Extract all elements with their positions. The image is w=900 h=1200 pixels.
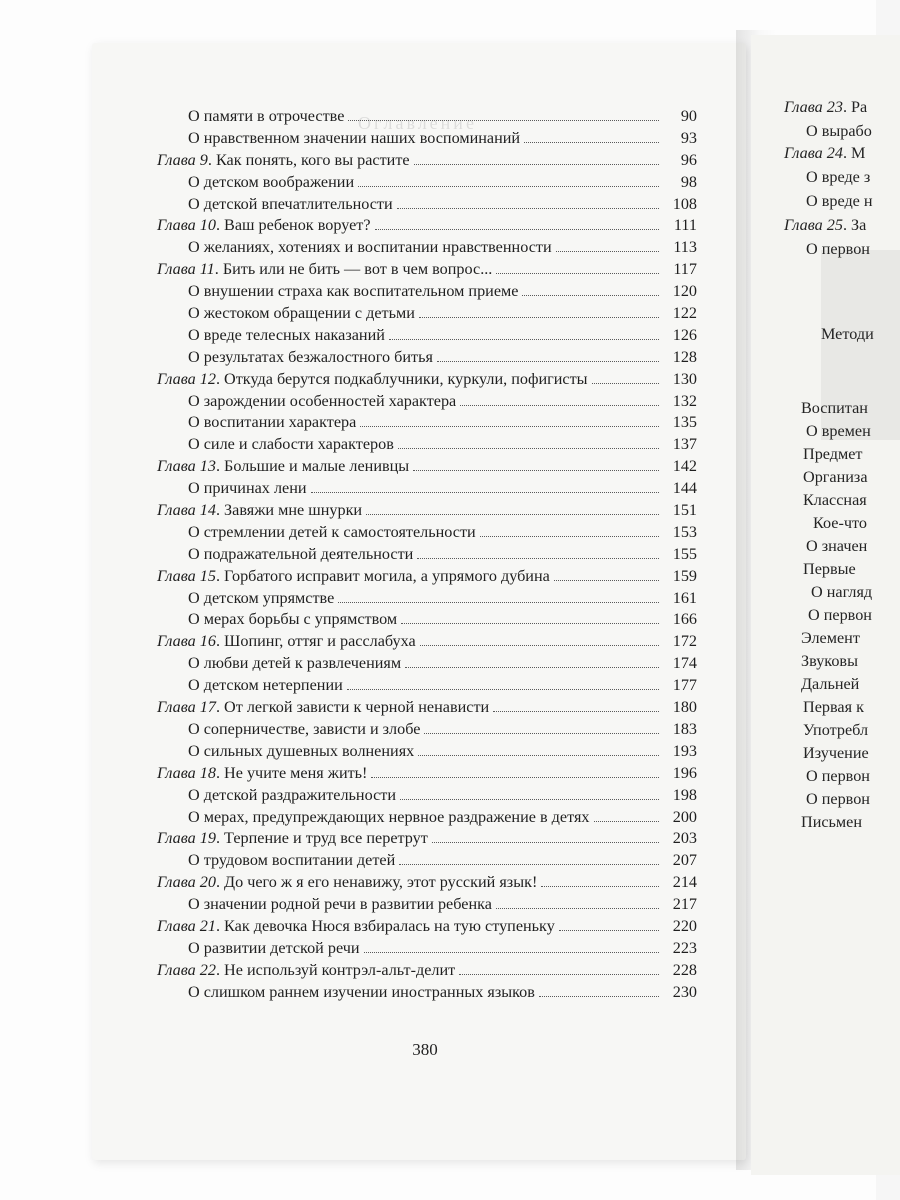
toc-chapter-label: Глава 11 bbox=[157, 260, 215, 279]
right-page-chapter-line bbox=[784, 98, 867, 117]
toc-dot-leader bbox=[397, 208, 659, 209]
right-page-heading: Методи bbox=[821, 325, 874, 343]
toc-chapter-label: Глава 19 bbox=[157, 829, 216, 848]
toc-section-title: О мерах, предупреждающих нервное раздражение в детях bbox=[188, 807, 590, 826]
toc-chapter-row bbox=[157, 961, 697, 983]
toc-chapter-label: Глава 17 bbox=[157, 698, 216, 717]
toc-dot-leader bbox=[360, 426, 659, 427]
toc-dot-leader bbox=[418, 755, 659, 756]
right-page-line: Дальней bbox=[801, 675, 860, 693]
toc-page-number: 153 bbox=[672, 522, 697, 541]
toc-dot-leader bbox=[400, 799, 659, 800]
toc-section-title: О значении родной речи в развитии ребенка bbox=[188, 895, 492, 914]
toc-dot-leader bbox=[405, 667, 659, 668]
toc-chapter-title bbox=[157, 961, 455, 980]
toc-page-number: 159 bbox=[672, 566, 697, 585]
toc-section-row bbox=[157, 348, 697, 370]
toc-page-number: 172 bbox=[672, 632, 697, 651]
right-page-line: Воспитан bbox=[801, 399, 868, 417]
toc-chapter-title bbox=[157, 698, 489, 717]
toc-dot-leader bbox=[480, 536, 659, 537]
right-page-chapter-rest: . Ра bbox=[842, 98, 868, 116]
toc-chapter-name: Как понять, кого вы растите bbox=[215, 150, 410, 169]
toc-chapter-name: Не используй контрэл-альт-делит bbox=[224, 960, 456, 979]
toc-section-title: О вреде телесных наказаний bbox=[188, 325, 385, 344]
toc-page-number: 196 bbox=[672, 763, 697, 782]
toc-chapter-row bbox=[157, 260, 697, 282]
toc-dot-leader bbox=[364, 952, 659, 953]
toc-dot-leader bbox=[594, 821, 660, 822]
toc-chapter-row bbox=[157, 501, 697, 523]
toc-chapter-name: Большие и малые ленивцы bbox=[224, 457, 410, 476]
toc-page-number: 220 bbox=[672, 916, 697, 935]
right-page-chapter-rest: . За bbox=[842, 216, 867, 234]
toc-chapter-row bbox=[157, 567, 697, 589]
toc-page-number: 155 bbox=[672, 544, 697, 563]
toc-section-row bbox=[157, 939, 697, 961]
toc-chapter-name: Терпение и труд все перетрут bbox=[224, 829, 428, 848]
toc-chapter-label: Глава 15 bbox=[157, 566, 216, 585]
toc-chapter-name: Как девочка Нюся взбиралась на тую ступеньку bbox=[224, 916, 555, 935]
toc-section-row bbox=[157, 129, 697, 151]
toc-chapter-label: Глава 18 bbox=[157, 763, 216, 782]
toc-chapter-separator: . bbox=[215, 829, 225, 848]
toc-dot-leader bbox=[371, 777, 659, 778]
toc-page-number: 98 bbox=[680, 172, 697, 191]
toc-dot-leader bbox=[559, 930, 659, 931]
toc-section-row bbox=[157, 392, 697, 414]
toc-chapter-name: Откуда берутся подкаблучники, куркули, пофигисты bbox=[224, 369, 588, 388]
toc-page-number: 137 bbox=[672, 435, 697, 454]
toc-page-number: 228 bbox=[672, 960, 697, 979]
toc-chapter-name: Горбатого исправит могила, а упрямого дубина bbox=[224, 566, 550, 585]
right-page-chapter-rest: . М bbox=[842, 144, 866, 162]
toc-page-number: 207 bbox=[672, 851, 697, 870]
toc-section-row bbox=[157, 895, 697, 917]
right-page-line: Первые bbox=[803, 560, 856, 578]
toc-chapter-label: Глава 21 bbox=[157, 916, 216, 935]
toc-section-title: О желаниях, хотениях и воспитании нравственности bbox=[188, 238, 552, 257]
right-page-chapter-label: Глава 23 bbox=[784, 98, 843, 116]
toc-dot-leader bbox=[539, 996, 659, 997]
toc-chapter-label: Глава 20 bbox=[157, 873, 216, 892]
toc-page-number: 120 bbox=[672, 282, 697, 301]
right-page-line: О вырабо bbox=[806, 122, 872, 140]
right-page-line: Организа bbox=[803, 468, 868, 486]
toc-dot-leader bbox=[420, 645, 659, 646]
toc-dot-leader bbox=[311, 492, 659, 493]
toc-page-number: 117 bbox=[673, 260, 697, 279]
toc-dot-leader bbox=[389, 339, 659, 340]
toc-dot-leader bbox=[437, 361, 659, 362]
bleed-through-heading: Оглавление bbox=[358, 113, 477, 133]
toc-chapter-separator: . bbox=[215, 632, 225, 651]
toc-chapter-name: Завяжи мне шнурки bbox=[224, 501, 363, 520]
toc-page-number: 198 bbox=[672, 785, 697, 804]
right-page-chapter-line bbox=[784, 216, 866, 235]
toc-section-row bbox=[157, 238, 697, 260]
toc-dot-leader bbox=[375, 229, 659, 230]
toc-section-title: О слишком раннем изучении иностранных языков bbox=[188, 982, 535, 1001]
toc-dot-leader bbox=[496, 908, 659, 909]
toc-chapter-title bbox=[157, 260, 492, 279]
toc-page-number: 203 bbox=[672, 829, 697, 848]
toc-dot-leader bbox=[493, 711, 659, 712]
toc-chapter-label: Глава 16 bbox=[157, 632, 216, 651]
toc-chapter-separator: . bbox=[215, 916, 225, 935]
toc-chapter-title bbox=[157, 632, 416, 651]
toc-page-number: 180 bbox=[672, 698, 697, 717]
toc-chapter-title bbox=[157, 370, 588, 389]
toc-chapter-separator: . bbox=[215, 873, 225, 892]
toc-section-title: О подражательной деятельности bbox=[188, 544, 414, 563]
toc-dot-leader bbox=[432, 842, 659, 843]
toc-page-number: 200 bbox=[672, 807, 697, 826]
toc-dot-leader bbox=[541, 886, 659, 887]
toc-chapter-title bbox=[157, 567, 550, 586]
right-page-line: Изучение bbox=[803, 744, 869, 762]
right-page-line: О первон bbox=[806, 790, 870, 808]
right-page-faded-notes bbox=[791, 855, 900, 1095]
toc-section-row bbox=[157, 282, 697, 304]
toc-page-number: 135 bbox=[672, 413, 697, 432]
toc-section-title: О воспитании характера bbox=[188, 413, 357, 432]
toc-section-row bbox=[157, 195, 697, 217]
toc-chapter-name: До чего ж я его ненавижу, этот русский язык! bbox=[224, 873, 538, 892]
toc-chapter-label: Глава 14 bbox=[157, 501, 216, 520]
toc-section-row bbox=[157, 851, 697, 873]
right-page-line: Письмен bbox=[801, 813, 863, 831]
toc-chapter-title bbox=[157, 501, 362, 520]
toc-page-number: 223 bbox=[672, 938, 697, 957]
right-page-line: Кое-что bbox=[813, 514, 867, 532]
toc-chapter-label: Глава 22 bbox=[157, 960, 216, 979]
right-page-chapter-line bbox=[784, 144, 865, 163]
right-page-line: Предмет bbox=[803, 445, 863, 463]
toc-section-row bbox=[157, 983, 697, 1005]
toc-section-title: О сильных душевных волнениях bbox=[188, 741, 415, 760]
toc-dot-leader bbox=[524, 142, 659, 143]
toc-chapter-row bbox=[157, 151, 697, 173]
toc-section-title: О зарождении особенностей характера bbox=[188, 391, 457, 410]
toc-section-row bbox=[157, 435, 697, 457]
toc-section-title: О любви детей к развлечениям bbox=[188, 654, 402, 673]
right-page-line: Классная bbox=[803, 491, 867, 509]
toc-chapter-separator: . bbox=[207, 150, 216, 169]
toc-chapter-row bbox=[157, 216, 697, 238]
toc-dot-leader bbox=[413, 470, 659, 471]
toc-dot-leader bbox=[424, 733, 659, 734]
toc-dot-leader bbox=[398, 448, 659, 449]
toc-dot-leader bbox=[592, 383, 659, 384]
toc-chapter-name: Бить или не бить — вот в чем вопрос... bbox=[222, 260, 493, 279]
toc-page-number: 96 bbox=[680, 150, 697, 169]
toc-section-title: О соперничестве, зависти и злобе bbox=[188, 719, 421, 738]
toc-page-number: 126 bbox=[672, 325, 697, 344]
toc-section-title: О детском нетерпении bbox=[188, 676, 343, 695]
toc-section-title: О результатах безжалостного битья bbox=[188, 347, 433, 366]
toc-section-title: О развитии детской речи bbox=[188, 938, 360, 957]
toc-page-number: 122 bbox=[672, 304, 697, 323]
toc-section-row bbox=[157, 107, 697, 129]
toc-section-title: О детской впечатлительности bbox=[188, 194, 393, 213]
toc-page-number: 111 bbox=[673, 216, 697, 235]
right-page-line: О значен bbox=[806, 537, 868, 555]
toc-dot-leader bbox=[348, 120, 659, 121]
toc-chapter-row bbox=[157, 370, 697, 392]
toc-chapter-row bbox=[157, 764, 697, 786]
toc-section-row bbox=[157, 589, 697, 611]
table-of-contents bbox=[157, 107, 697, 1005]
toc-section-row bbox=[157, 326, 697, 348]
right-page-line: О первон bbox=[806, 767, 870, 785]
toc-section-title: О мерах борьбы с упрямством bbox=[188, 610, 398, 629]
toc-chapter-separator: . bbox=[215, 566, 225, 585]
toc-page-number: 166 bbox=[672, 610, 697, 629]
toc-page-number: 93 bbox=[680, 128, 697, 147]
toc-chapter-title bbox=[157, 216, 371, 235]
toc-chapter-separator: . bbox=[215, 457, 225, 476]
toc-dot-leader bbox=[399, 864, 659, 865]
toc-section-row bbox=[157, 786, 697, 808]
toc-chapter-title bbox=[157, 151, 410, 170]
toc-page-number: 130 bbox=[672, 369, 697, 388]
toc-dot-leader bbox=[556, 251, 659, 252]
right-page-line: О нагляд bbox=[811, 583, 873, 601]
right-page-line: Употребл bbox=[803, 721, 869, 739]
toc-section-row bbox=[157, 413, 697, 435]
toc-dot-leader bbox=[496, 273, 659, 274]
toc-dot-leader bbox=[554, 580, 659, 581]
toc-chapter-row bbox=[157, 698, 697, 720]
toc-dot-leader bbox=[417, 558, 659, 559]
toc-chapter-title bbox=[157, 917, 555, 936]
toc-chapter-label: Глава 12 bbox=[157, 369, 216, 388]
toc-page-number: 217 bbox=[672, 895, 697, 914]
toc-chapter-separator: . bbox=[215, 960, 225, 979]
toc-section-row bbox=[157, 479, 697, 501]
toc-page-number: 128 bbox=[672, 347, 697, 366]
toc-chapter-name: Не учите меня жить! bbox=[224, 763, 368, 782]
toc-section-row bbox=[157, 523, 697, 545]
right-page bbox=[751, 35, 900, 1175]
toc-dot-leader bbox=[401, 623, 659, 624]
toc-dot-leader bbox=[459, 974, 659, 975]
toc-section-row bbox=[157, 808, 697, 830]
right-page-line: О вреде н bbox=[806, 192, 873, 210]
toc-chapter-title bbox=[157, 873, 537, 892]
toc-section-title: О стремлении детей к самостоятельности bbox=[188, 522, 476, 541]
toc-dot-leader bbox=[347, 689, 659, 690]
toc-section-title: О жестоком обращении с детьми bbox=[188, 304, 415, 323]
toc-chapter-title bbox=[157, 764, 367, 783]
right-page-line: Звуковы bbox=[801, 652, 858, 670]
right-page-line: Элемент bbox=[801, 629, 860, 647]
toc-dot-leader bbox=[522, 295, 659, 296]
toc-chapter-row bbox=[157, 873, 697, 895]
right-page-line: О первон bbox=[806, 240, 870, 258]
toc-section-title: О детском упрямстве bbox=[188, 588, 335, 607]
toc-chapter-separator: . bbox=[215, 216, 225, 235]
toc-section-title: О детской раздражительности bbox=[188, 785, 397, 804]
toc-dot-leader bbox=[358, 186, 659, 187]
toc-page-number: 193 bbox=[672, 741, 697, 760]
toc-dot-leader bbox=[366, 514, 659, 515]
toc-chapter-name: От легкой зависти к черной ненависти bbox=[224, 698, 490, 717]
toc-section-title: О памяти в отрочестве bbox=[188, 107, 345, 125]
toc-chapter-title bbox=[157, 457, 409, 476]
toc-page-number: 90 bbox=[680, 107, 697, 125]
toc-page-number: 132 bbox=[672, 391, 697, 410]
toc-section-row bbox=[157, 720, 697, 742]
toc-section-row bbox=[157, 742, 697, 764]
toc-chapter-separator: . bbox=[215, 501, 225, 520]
toc-chapter-label: Глава 9 bbox=[157, 150, 208, 169]
toc-page-number: 144 bbox=[672, 479, 697, 498]
toc-section-row bbox=[157, 654, 697, 676]
toc-section-title: О внушении страха как воспитательном приеме bbox=[188, 282, 519, 301]
page-number: 380 bbox=[412, 1040, 438, 1059]
toc-chapter-row bbox=[157, 829, 697, 851]
toc-page-number: 151 bbox=[672, 501, 697, 520]
toc-chapter-row bbox=[157, 457, 697, 479]
toc-section-title: О нравственном значении наших воспоминаний bbox=[188, 128, 521, 147]
right-page-chapter-label: Глава 25 bbox=[784, 216, 843, 234]
toc-chapter-separator: . bbox=[215, 369, 225, 388]
toc-page-number: 177 bbox=[672, 676, 697, 695]
toc-chapter-row bbox=[157, 917, 697, 939]
toc-section-row bbox=[157, 610, 697, 632]
toc-section-row bbox=[157, 676, 697, 698]
toc-section-row bbox=[157, 545, 697, 567]
toc-dot-leader bbox=[419, 317, 659, 318]
right-page-line: О времен bbox=[806, 422, 871, 440]
toc-page-number: 214 bbox=[672, 873, 697, 892]
toc-page-number: 142 bbox=[672, 457, 697, 476]
toc-page-number: 230 bbox=[672, 982, 697, 1001]
toc-page-number: 183 bbox=[672, 719, 697, 738]
toc-section-row bbox=[157, 173, 697, 195]
toc-chapter-label: Глава 10 bbox=[157, 216, 216, 235]
toc-dot-leader bbox=[414, 164, 659, 165]
toc-page-number: 108 bbox=[672, 194, 697, 213]
toc-chapter-separator: . bbox=[215, 763, 225, 782]
toc-chapter-name: Ваш ребенок ворует? bbox=[224, 216, 371, 235]
toc-page-number: 174 bbox=[672, 654, 697, 673]
right-page-line: О первон bbox=[808, 606, 872, 624]
right-page-line: Первая к bbox=[803, 698, 864, 716]
toc-page-number: 113 bbox=[673, 238, 697, 257]
toc-dot-leader bbox=[338, 602, 659, 603]
toc-dot-leader bbox=[460, 405, 659, 406]
toc-section-title: О детском воображении bbox=[188, 172, 355, 191]
toc-chapter-separator: . bbox=[214, 260, 223, 279]
toc-section-title: О силе и слабости характеров bbox=[188, 435, 394, 454]
toc-section-title: О причинах лени bbox=[188, 479, 307, 498]
toc-chapter-name: Шопинг, оттяг и расслабуха bbox=[224, 632, 416, 651]
toc-chapter-title bbox=[157, 829, 428, 848]
toc-section-row bbox=[157, 304, 697, 326]
toc-chapter-separator: . bbox=[215, 698, 225, 717]
toc-chapter-row bbox=[157, 632, 697, 654]
toc-chapter-label: Глава 13 bbox=[157, 457, 216, 476]
right-page-chapter-label: Глава 24 bbox=[784, 144, 843, 162]
toc-page-number: 161 bbox=[672, 588, 697, 607]
toc-section-title: О трудовом воспитании детей bbox=[188, 851, 396, 870]
right-page-line: О вреде з bbox=[806, 168, 871, 186]
